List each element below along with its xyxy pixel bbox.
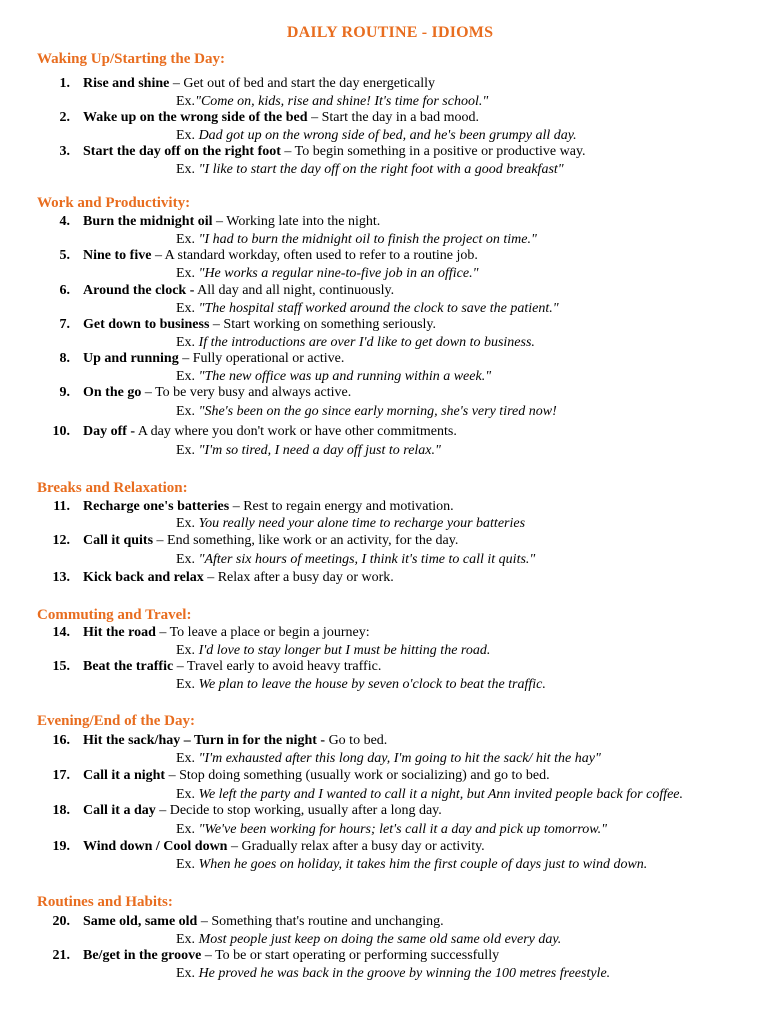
idiom-definition: – To begin something in a positive or productive way.	[280, 144, 586, 159]
idiom-entry	[83, 424, 457, 440]
idiom-definition: – Decide to stop working, usually after a long day.	[155, 803, 442, 818]
example-sentence	[176, 857, 647, 873]
example-prefix: Ex.	[176, 404, 199, 419]
idiom-term: Be/get in the groove	[83, 948, 202, 963]
example-sentence	[176, 128, 577, 144]
example-prefix: Ex.	[176, 677, 199, 692]
section-heading: Waking Up/Starting the Day:	[37, 51, 225, 67]
idiom-entry	[83, 110, 479, 126]
item-number: 3.	[59, 144, 70, 159]
example-prefix: Ex.	[176, 822, 199, 837]
idiom-entry	[83, 659, 381, 675]
example-prefix: Ex.	[176, 232, 199, 247]
example-text: "The hospital staff worked around the clock to save the patient."	[198, 301, 559, 316]
section-heading: Breaks and Relaxation:	[37, 480, 188, 496]
item-number: 14.	[52, 625, 70, 640]
example-sentence	[176, 787, 683, 803]
idiom-term: Call it quits	[83, 533, 154, 548]
item-number: 7.	[59, 317, 70, 332]
example-text: "She's been on the go since early morning, she's very tired now!	[198, 404, 557, 419]
idiom-definition: A day where you don't work or have other commitments.	[135, 424, 457, 439]
example-text: "I like to start the day off on the right foot with a good breakfast"	[198, 162, 564, 177]
idiom-definition: – Start the day in a bad mood.	[307, 110, 480, 125]
example-text: Dad got up on the wrong side of bed, and he's been grumpy all day.	[198, 128, 577, 143]
idiom-definition: – Fully operational or active.	[178, 351, 345, 366]
idiom-entry	[83, 144, 586, 160]
example-sentence	[176, 822, 607, 838]
example-text: "He works a regular nine-to-five job in an office."	[198, 266, 479, 281]
item-number: 21.	[52, 948, 70, 963]
example-prefix: Ex.	[176, 301, 199, 316]
idiom-term: Wake up on the wrong side of the bed	[83, 110, 308, 125]
item-number: 13.	[52, 570, 70, 585]
idiom-entry	[83, 76, 435, 92]
idiom-definition: – To be very busy and always active.	[141, 385, 352, 400]
example-prefix: Ex.	[176, 552, 199, 567]
idiom-definition: – Something that's routine and unchanging.	[197, 914, 444, 929]
example-sentence	[176, 751, 601, 767]
example-text: We left the party and I wanted to call it a night, but Ann invited people back for coffee.	[198, 787, 684, 802]
item-number: 4.	[59, 214, 70, 229]
idiom-term: Hit the road	[83, 625, 156, 640]
idiom-term: Day off -	[83, 424, 136, 439]
example-prefix: Ex.	[176, 643, 199, 658]
idiom-entry	[83, 570, 394, 586]
idiom-term: Wind down / Cool down	[83, 839, 228, 854]
example-prefix: Ex.	[176, 787, 199, 802]
example-text: "After six hours of meetings, I think it's time to call it quits."	[198, 552, 536, 567]
section-heading: Evening/End of the Day:	[37, 713, 195, 729]
example-prefix: Ex.	[176, 335, 199, 350]
item-number: 20.	[52, 914, 70, 929]
idiom-term: Burn the midnight oil	[83, 214, 213, 229]
example-sentence	[176, 443, 441, 459]
example-sentence	[176, 932, 561, 948]
item-number: 9.	[59, 385, 70, 400]
item-number: 11.	[53, 499, 70, 514]
idiom-definition: – End something, like work or an activity, for the day.	[153, 533, 459, 548]
example-text: "I'm exhausted after this long day, I'm going to hit the sack/ hit the hay"	[198, 751, 601, 766]
idiom-entry	[83, 768, 550, 784]
example-sentence	[176, 301, 559, 317]
idiom-term: Start the day off on the right foot	[83, 144, 281, 159]
example-text: When he goes on holiday, it takes him the first couple of days just to wind down.	[198, 857, 648, 872]
idiom-term: Rise and shine	[83, 76, 170, 91]
example-prefix: Ex.	[176, 966, 199, 981]
example-sentence	[176, 966, 610, 982]
example-sentence	[176, 404, 557, 420]
item-number: 18.	[52, 803, 70, 818]
idiom-entry	[83, 214, 380, 230]
idiom-entry	[83, 948, 499, 964]
idiom-entry	[83, 283, 394, 299]
idiom-entry	[83, 351, 344, 367]
idiom-entry	[83, 248, 478, 264]
example-text: Most people just keep on doing the same old same old every day.	[198, 932, 562, 947]
example-sentence	[176, 266, 478, 282]
example-prefix: Ex.	[176, 751, 199, 766]
idiom-term: Up and running	[83, 351, 179, 366]
item-number: 6.	[59, 283, 70, 298]
example-prefix: Ex.	[176, 857, 199, 872]
idiom-definition: – Relax after a busy day or work.	[203, 570, 394, 585]
idiom-entry	[83, 733, 387, 749]
example-sentence	[176, 677, 546, 693]
idiom-entry	[83, 385, 351, 401]
idiom-entry	[83, 499, 454, 515]
idiom-definition: – Stop doing something (usually work or socializing) and go to bed.	[165, 768, 550, 783]
idiom-definition: – Get out of bed and start the day energetically	[169, 76, 436, 91]
document-title: DAILY ROUTINE - IDIOMS	[286, 24, 494, 41]
example-text: He proved he was back in the groove by winning the 100 metres freestyle.	[198, 966, 611, 981]
idiom-entry	[83, 803, 442, 819]
example-prefix: Ex.	[176, 94, 196, 109]
example-prefix: Ex.	[176, 162, 199, 177]
example-text: "The new office was up and running within a week."	[198, 369, 492, 384]
idiom-term: Get down to business	[83, 317, 210, 332]
idiom-term: On the go	[83, 385, 142, 400]
example-sentence	[176, 335, 535, 351]
idiom-definition: – Working late into the night.	[212, 214, 381, 229]
idiom-definition: Go to bed.	[325, 733, 388, 748]
idiom-definition: – Start working on something seriously.	[209, 317, 436, 332]
idiom-term: Beat the traffic	[83, 659, 174, 674]
example-sentence	[176, 94, 488, 110]
example-text: If the introductions are over I'd like to get down to business.	[198, 335, 535, 350]
section-heading: Routines and Habits:	[37, 894, 173, 910]
idiom-term: Kick back and relax	[83, 570, 204, 585]
idiom-definition: – Gradually relax after a busy day or activity.	[227, 839, 485, 854]
idiom-definition: – A standard workday, often used to refer to a routine job.	[151, 248, 478, 263]
idiom-term: Call it a day	[83, 803, 156, 818]
idiom-term: Call it a night	[83, 768, 166, 783]
example-text: I'd love to stay longer but I must be hitting the road.	[198, 643, 491, 658]
idiom-definition: All day and all night, continuously.	[194, 283, 395, 298]
example-prefix: Ex.	[176, 369, 199, 384]
example-prefix: Ex.	[176, 932, 199, 947]
item-number: 17.	[52, 768, 70, 783]
section-heading: Commuting and Travel:	[37, 607, 192, 623]
item-number: 15.	[52, 659, 70, 674]
item-number: 2.	[59, 110, 70, 125]
item-number: 1.	[59, 76, 70, 91]
item-number: 12.	[52, 533, 70, 548]
idiom-entry	[83, 914, 444, 930]
idiom-entry	[83, 317, 436, 333]
idiom-entry	[83, 625, 370, 641]
section-heading: Work and Productivity:	[37, 195, 191, 211]
example-prefix: Ex.	[176, 128, 199, 143]
example-sentence	[176, 232, 537, 248]
idiom-term: Nine to five	[83, 248, 152, 263]
idiom-definition: – Travel early to avoid heavy traffic.	[173, 659, 382, 674]
idiom-entry	[83, 533, 458, 549]
example-prefix: Ex.	[176, 443, 199, 458]
idiom-entry	[83, 839, 485, 855]
example-text: "Come on, kids, rise and shine! It's time for school."	[195, 94, 489, 109]
example-text: "I'm so tired, I need a day off just to relax."	[198, 443, 441, 458]
item-number: 5.	[59, 248, 70, 263]
item-number: 19.	[52, 839, 70, 854]
idiom-term: Recharge one's batteries	[83, 499, 230, 514]
idiom-definition: – To be or start operating or performing successfully	[201, 948, 500, 963]
item-number: 8.	[59, 351, 70, 366]
example-prefix: Ex.	[176, 266, 199, 281]
idiom-definition: – Rest to regain energy and motivation.	[229, 499, 454, 514]
example-text: "I had to burn the midnight oil to finish the project on time."	[198, 232, 537, 247]
idiom-term: Same old, same old	[83, 914, 198, 929]
idiom-definition: – To leave a place or begin a journey:	[155, 625, 370, 640]
example-sentence	[176, 552, 535, 568]
example-prefix: Ex.	[176, 516, 199, 531]
example-text: You really need your alone time to recharge your batteries	[198, 516, 526, 531]
example-sentence	[176, 369, 491, 385]
item-number: 16.	[52, 733, 70, 748]
example-text: "We've been working for hours; let's call it a day and pick up tomorrow."	[198, 822, 607, 837]
example-sentence	[176, 643, 490, 659]
idiom-term: Around the clock -	[83, 283, 195, 298]
idiom-term: Hit the sack/hay – Turn in for the night -	[83, 733, 326, 748]
item-number: 10.	[52, 424, 70, 439]
example-text: We plan to leave the house by seven o'clock to beat the traffic.	[198, 677, 546, 692]
example-sentence	[176, 516, 525, 532]
example-sentence	[176, 162, 564, 178]
